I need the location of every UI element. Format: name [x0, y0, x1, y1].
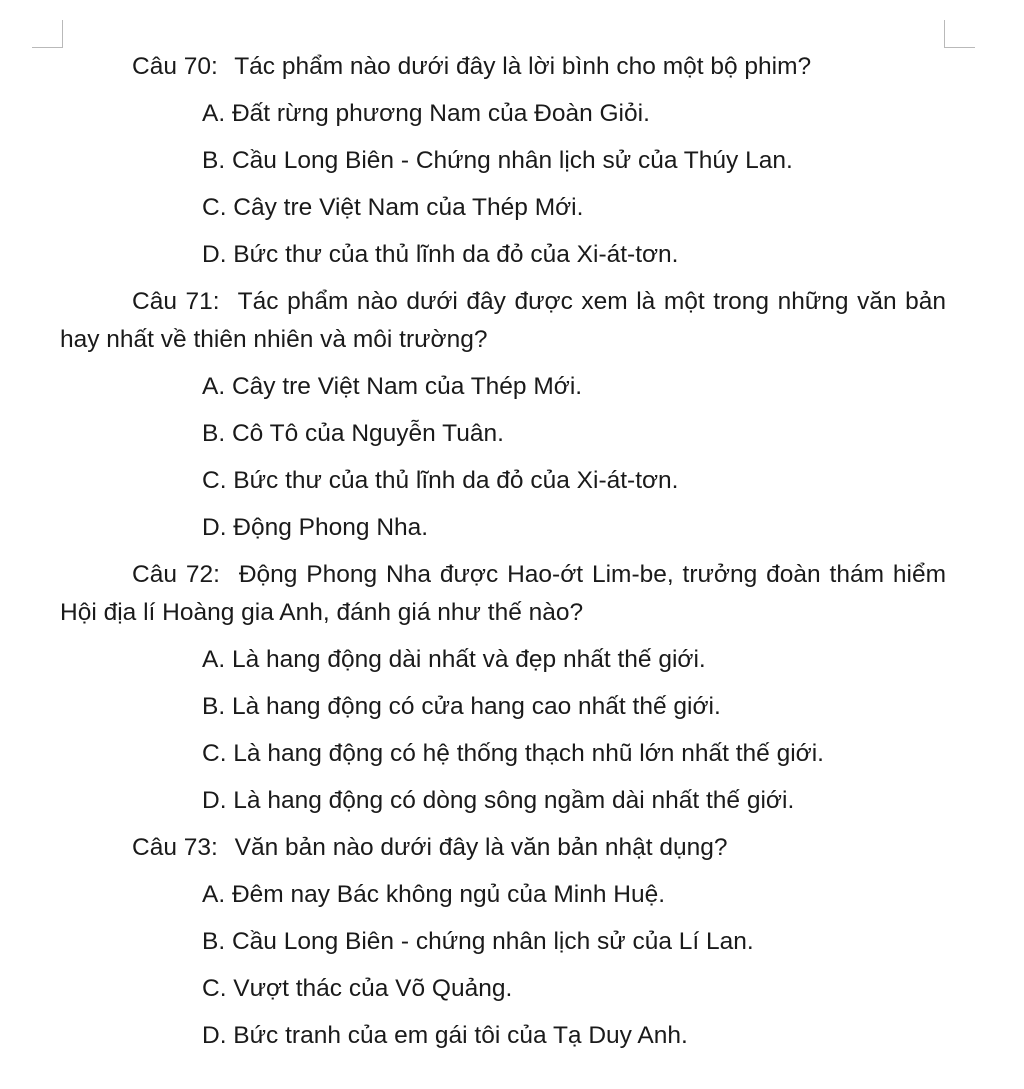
option-d: D. Bức tranh của em gái tôi của Tạ Duy Anh.	[202, 1022, 688, 1049]
question-text: Văn bản nào dưới đây là văn bản nhật dụng?	[234, 834, 728, 861]
question-71	[60, 283, 946, 359]
page-corner-mark-left	[32, 20, 63, 48]
question-number: Câu 72:	[132, 561, 220, 588]
option-d: D. Bức thư của thủ lĩnh da đỏ của Xi-át-tơn.	[202, 241, 679, 268]
option-d: D. Động Phong Nha.	[202, 514, 429, 541]
question-number: Câu 73:	[132, 834, 218, 861]
option-a: A. Đất rừng phương Nam của Đoàn Giỏi.	[202, 100, 650, 127]
question-text: Động Phong Nha được Hao-ớt Lim-be, trưởng đoàn thám hiểm Hội địa lí Hoàng gia Anh, đánh giá như thế nào?	[60, 561, 946, 626]
option-a: A. Là hang động dài nhất và đẹp nhất thế giới.	[202, 646, 706, 673]
option-b: B. Cầu Long Biên - chứng nhân lịch sử của Lí Lan.	[202, 928, 754, 955]
option-b: B. Cô Tô của Nguyễn Tuân.	[202, 420, 504, 447]
option-c: C. Vượt thác của Võ Quảng.	[202, 975, 513, 1002]
option-a: A. Đêm nay Bác không ngủ của Minh Huệ.	[202, 881, 666, 908]
option-c: C. Là hang động có hệ thống thạch nhũ lớn nhất thế giới.	[202, 740, 824, 767]
option-c: C. Bức thư của thủ lĩnh da đỏ của Xi-át-tơn.	[202, 467, 679, 494]
question-number: Câu 71:	[132, 288, 220, 315]
document-page	[60, 48, 946, 1055]
question-text: Tác phẩm nào dưới đây được xem là một trong những văn bản hay nhất về thiên nhiên và môi trường?	[60, 288, 946, 353]
option-a: A. Cây tre Việt Nam của Thép Mới.	[202, 373, 583, 400]
question-70	[60, 48, 946, 86]
option-c: C. Cây tre Việt Nam của Thép Mới.	[202, 194, 584, 221]
option-b: B. Là hang động có cửa hang cao nhất thế giới.	[202, 693, 721, 720]
question-text: Tác phẩm nào dưới đây là lời bình cho một bộ phim?	[234, 53, 812, 80]
option-b: B. Cầu Long Biên - Chứng nhân lịch sử của Thúy Lan.	[202, 147, 793, 174]
option-d: D. Là hang động có dòng sông ngầm dài nhất thế giới.	[202, 787, 795, 814]
question-number: Câu 70:	[132, 53, 218, 80]
question-73	[60, 829, 946, 867]
page-corner-mark-right	[944, 20, 975, 48]
question-72	[60, 556, 946, 632]
